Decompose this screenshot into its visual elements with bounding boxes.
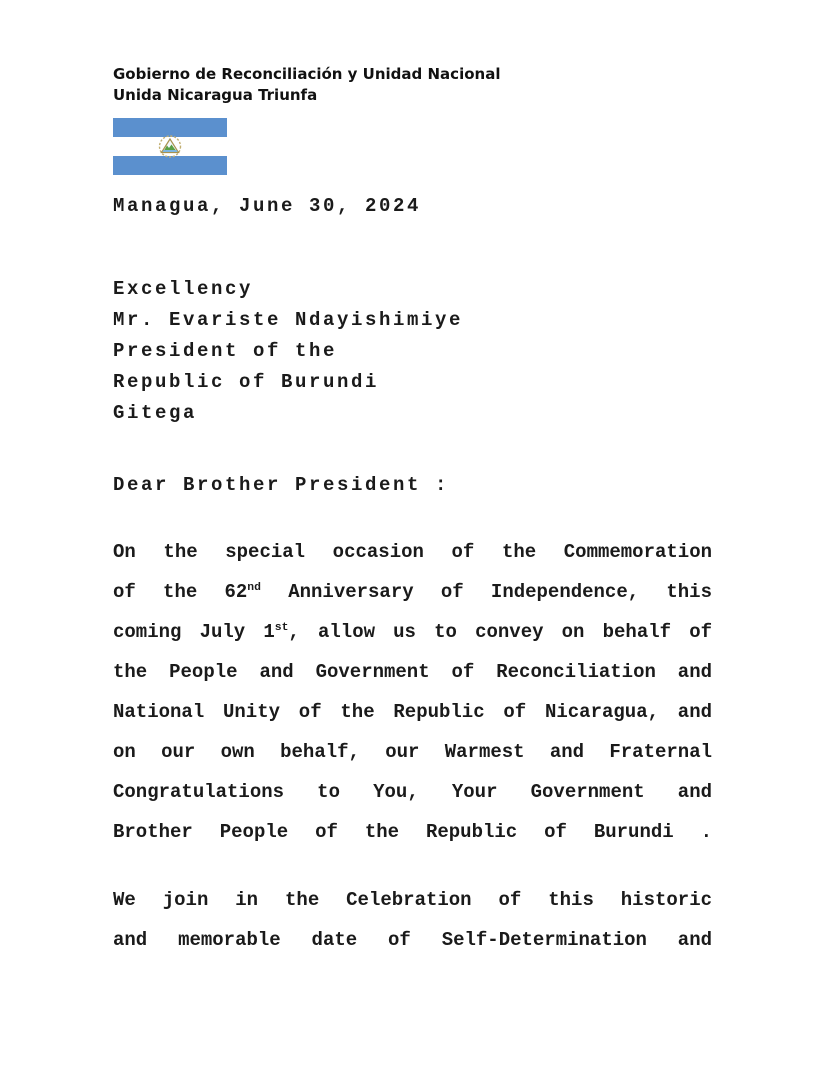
letterhead-line-1: Gobierno de Reconciliación y Unidad Nacional (113, 65, 501, 83)
recipient-line: Excellency (113, 278, 254, 300)
paragraph (113, 880, 712, 960)
body-line: coming July 1st, allow us to convey on behalf of (113, 621, 712, 643)
body-line: the People and Government of Reconciliation and (113, 661, 712, 683)
ordinal-superscript: st (274, 622, 289, 634)
recipient-line: Mr. Evariste Ndayishimiye (113, 309, 464, 331)
body-line: of the 62nd Anniversary of Independence, this (113, 581, 712, 603)
body-line: We join in the Celebration of this historic (113, 889, 712, 911)
salutation: Dear Brother President : (113, 474, 450, 496)
body-line: On the special occasion of the Commemoration (113, 541, 712, 563)
date-line: Managua, June 30, 2024 (113, 195, 422, 217)
letter-body (113, 532, 712, 960)
ordinal-superscript: nd (247, 582, 261, 594)
recipient-line: President of the (113, 340, 338, 362)
body-line: and memorable date of Self-Determination and (113, 929, 712, 951)
body-line: on our own behalf, our Warmest and Fraternal (113, 741, 712, 763)
body-line: National Unity of the Republic of Nicaragua, and (113, 701, 712, 723)
body-line: Brother People of the Republic of Burundi . (113, 821, 712, 843)
recipient-block (113, 274, 712, 429)
letterhead (113, 64, 712, 106)
body-line: Congratulations to You, Your Government and (113, 781, 712, 803)
recipient-line: Gitega (113, 402, 198, 424)
nicaragua-flag-icon (113, 118, 227, 175)
letterhead-line-2: Unida Nicaragua Triunfa (113, 86, 318, 104)
paragraph (113, 532, 712, 852)
recipient-line: Republic of Burundi (113, 371, 380, 393)
